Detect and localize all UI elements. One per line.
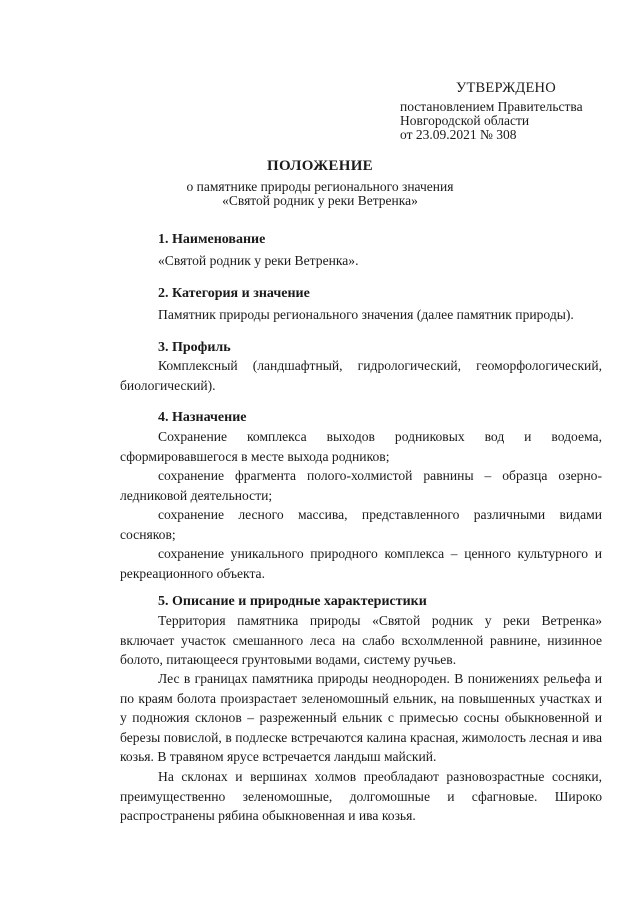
approval-details bbox=[400, 100, 583, 142]
approval-line-decree: постановлением Правительства bbox=[400, 99, 583, 114]
section-paragraph: Территория памятника природы «Святой родник у реки Ветренка» включает участок смешанного леса на слабо всхолмленной равнине, низинное болото, питающееся грунтовыми водами, систему ручьев. bbox=[120, 613, 602, 667]
section-paragraph: сохранение уникального природного комплекса – ценного культурного и рекреационного объекта. bbox=[120, 546, 602, 581]
section-paragraph: сохранение лесного массива, представленного различными видами сосняков; bbox=[120, 507, 602, 542]
section-paragraph: сохранение фрагмента полого-холмистой равнины – образца озерно-ледниковой деятельности; bbox=[120, 468, 602, 503]
section-heading-name: 1. Наименование bbox=[158, 232, 266, 247]
section-paragraph: Сохранение комплекса выходов родниковых вод и водоема, сформировавшегося в месте выхода родников; bbox=[120, 429, 602, 464]
section-paragraph: Комплексный (ландшафтный, гидрологический, геоморфологический, биологический). bbox=[120, 358, 602, 393]
subtitle-line-1: о памятнике природы регионального значения bbox=[186, 179, 454, 194]
document-subtitle bbox=[0, 180, 640, 208]
section-heading-profile: 3. Профиль bbox=[158, 340, 231, 355]
section-heading-description: 5. Описание и природные характеристики bbox=[158, 594, 427, 609]
section-heading-category: 2. Категория и значение bbox=[158, 286, 310, 301]
section-paragraph: «Святой родник у реки Ветренка». bbox=[158, 253, 359, 268]
section-paragraph: На склонах и вершинах холмов преобладают разновозрастные сосняки, преимущественно зеленомошные, долгомошные и сфагновые. Широко распространены рябина обыкновенная и ива козья. bbox=[120, 769, 602, 823]
approval-line-region: Новгородской области bbox=[400, 113, 530, 128]
section-paragraph: Лес в границах памятника природы неоднороден. В понижениях рельефа и по краям болота произрастает зеленомошный ельник, на повышенных участках и у подножия склонов – разреженный ельник с примесью сосны обыкновенной и березы повислой, в подлеске встречаются калина красная, жимолость лесная и ива козья. В травяном ярусе встречается ландыш майский. bbox=[120, 671, 602, 764]
document-title: ПОЛОЖЕНИЕ bbox=[267, 158, 373, 174]
section-heading-purpose: 4. Назначение bbox=[158, 410, 247, 425]
approval-stamp-title: УТВЕРЖДЕНО bbox=[456, 80, 556, 96]
subtitle-line-2: «Святой родник у реки Ветренка» bbox=[222, 193, 418, 208]
section-paragraph: Памятник природы регионального значения (далее памятник природы). bbox=[158, 307, 574, 322]
approval-line-date: от 23.09.2021 № 308 bbox=[400, 127, 517, 142]
